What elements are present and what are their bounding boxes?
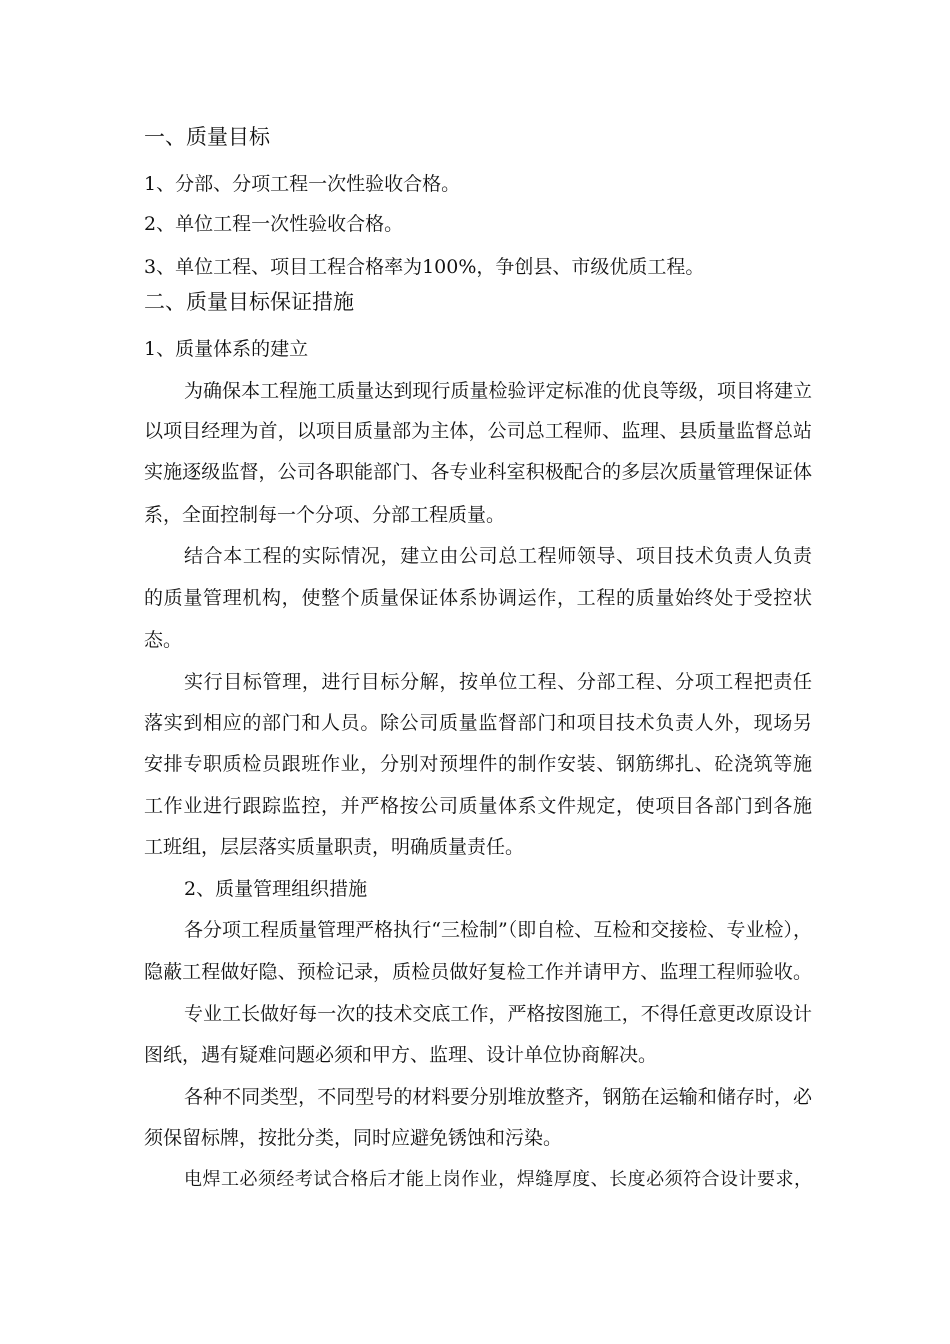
- paragraph-line: 的质量管理机构，使整个质量保证体系协调运作，工程的质量始终处于受控状: [144, 587, 812, 609]
- paragraph-line: 工作业进行跟踪监控，并严格按公司质量体系文件规定，使项目各部门到各施: [144, 795, 812, 817]
- paragraph-line: 结合本工程的实际情况，建立由公司总工程师领导、项目技术负责人负责: [184, 545, 812, 567]
- paragraph-line: 工班组，层层落实质量职责，明确质量责任。: [144, 836, 525, 858]
- paragraph-line: 以项目经理为首，以项目质量部为主体，公司总工程师、监理、县质量监督总站: [144, 420, 812, 442]
- paragraph-line: 态。: [144, 629, 183, 651]
- paragraph-line: 安排专职质检员跟班作业，分别对预埋件的制作安装、钢筋绑扎、砼浇筑等施: [144, 753, 812, 775]
- section-title-quality-organization: 2、质量管理组织措施: [184, 878, 368, 900]
- paragraph-line: 落实到相应的部门和人员。除公司质量监督部门和项目技术负责人外，现场另: [144, 712, 812, 734]
- goal-item: 2、单位工程一次性验收合格。: [144, 213, 404, 235]
- heading-quality-goals: 一、质量目标: [144, 125, 270, 149]
- paragraph-line: 实行目标管理，进行目标分解，按单位工程、分部工程、分项工程把责任: [184, 671, 812, 693]
- paragraph-line: 隐蔽工程做好隐、预检记录，质检员做好复检工作并请甲方、监理工程师验收。: [144, 961, 812, 983]
- paragraph-line: 为确保本工程施工质量达到现行质量检验评定标准的优良等级，项目将建立: [184, 380, 812, 402]
- paragraph-line: 须保留标牌，按批分类，同时应避免锈蚀和污染。: [144, 1127, 563, 1149]
- heading-quality-measures: 二、质量目标保证措施: [144, 290, 354, 314]
- paragraph-line: 系，全面控制每一个分项、分部工程质量。: [144, 504, 506, 526]
- goal-item: 3、单位工程、项目工程合格率为100%，争创县、市级优质工程。: [144, 256, 705, 278]
- paragraph-line: 各分项工程质量管理严格执行“三检制”（即自检、互检和交接检、专业检），: [184, 919, 812, 941]
- paragraph-line: 电焊工必须经考试合格后才能上岗作业，焊缝厚度、长度必须符合设计要求，: [184, 1169, 812, 1190]
- section-title-quality-system: 1、质量体系的建立: [144, 338, 309, 360]
- paragraph-line: 实施逐级监督，公司各职能部门、各专业科室积极配合的多层次质量管理保证体: [144, 461, 812, 483]
- goal-item: 1、分部、分项工程一次性验收合格。: [144, 173, 461, 195]
- paragraph-line: 图纸，遇有疑难问题必须和甲方、监理、设计单位协商解决。: [144, 1044, 658, 1066]
- paragraph-line: 各种不同类型，不同型号的材料要分别堆放整齐，钢筋在运输和储存时，必: [184, 1086, 812, 1108]
- paragraph-line: 专业工长做好每一次的技术交底工作，严格按图施工，不得任意更改原设计: [184, 1003, 812, 1025]
